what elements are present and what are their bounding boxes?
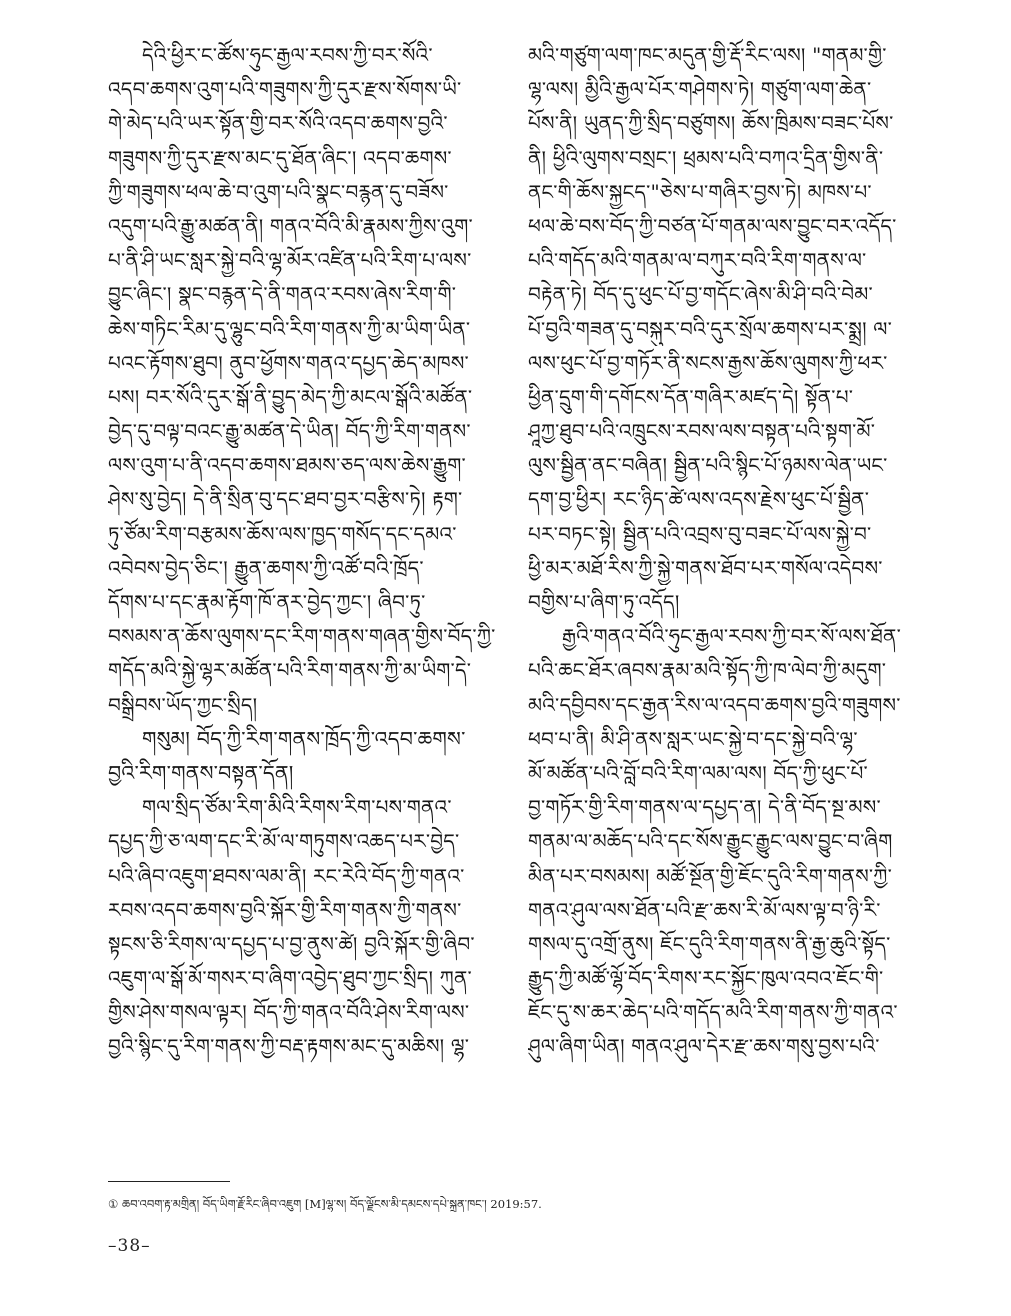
body-text-line: པའི་ཆང་ཐོར་ཞབས་རྣམ་མའི་སྟོད་ཀྱི་ཁ་ལེབ་ཀྱི་མདུག་ bbox=[528, 658, 887, 683]
body-text-line: བསམས་ན་ཆོས་ལུགས་དང་རིག་གནས་གཞན་གྱིས་བོད་ཀྱི་ bbox=[108, 624, 496, 649]
body-text-line: ཏུ་ཙོམ་རིག་བརྩམས་ཆོས་ལས་ཁྱད་གསོད་དང་དམའ་ bbox=[108, 521, 457, 546]
body-text-line: མའི་དབྱིབས་དང་རྒྱན་རིས་ལ་འདབ་ཆགས་བྱའི་གཟུགས་ bbox=[528, 692, 901, 717]
body-text-line: འཇུག་ལ་སྒོ་མོ་གསར་བ་ཞིག་འབྱེད་ཐུབ་ཀྱང་སྲིད། ཀུན་ bbox=[108, 966, 472, 991]
body-text-line: དོགས་པ་དང་རྣམ་རྟོག་ཁོ་ནར་བྱེད་ཀྱང་། ཞིབ་ཏུ་ bbox=[108, 590, 426, 614]
body-text-line: དག་བྱ་ཕྱིར། རང་ཉིད་ཚེ་ལས་འདས་རྗེས་ཕུང་པོ་སྦྱིན་ bbox=[528, 487, 870, 512]
body-text-line: ཕབ་པ་ནི། མི་ཤི་ནས་སླར་ཡང་སྐྱེ་བ་དང་སྐྱེ་བའི་ལྷ་ bbox=[528, 726, 858, 751]
right-column bbox=[528, 38, 928, 1064]
body-text-line: པོ་བྱའི་གཟན་དུ་བསྐུར་བའི་དུར་སྲོལ་ཆགས་པར་སྨྲ། ལ་ bbox=[528, 316, 892, 341]
body-text-line: ནི། ཕྱིའི་ལུགས་བསྲང་། ཕྲམས་པའི་བཀའ་དྲིན་གྱིས་ནི་ bbox=[528, 145, 884, 170]
body-text-line: གནམ་ལ་མཆོད་པའི་དང་སོས་རྒྱུང་རྒྱུང་ལས་བྱུང་བ་ཞིག bbox=[528, 829, 893, 854]
section-heading-line: གསུམ། བོད་ཀྱི་རིག་གནས་ཁྲོད་ཀྱི་འདབ་ཆགས་ bbox=[142, 726, 466, 751]
body-text-line: ཆེས་གཏིང་རིམ་དུ་ལྷུང་བའི་རིག་གནས་ཀྱི་མ་ཡིག་ཡིན་ bbox=[108, 316, 471, 341]
body-text-line: ལས་ཕུང་པོ་བྱ་གཏོར་ནི་སངས་རྒྱས་ཆོས་ལུགས་ཀྱི་ཕར་ bbox=[528, 350, 888, 375]
body-text-line: པར་བཏང་སྟེ། སྦྱིན་པའི་འབྲས་བུ་བཟང་པོ་ལས་སྐྱེ་བ་ bbox=[528, 521, 872, 546]
body-text-line: པའི་ཞིབ་འཇུག་ཐབས་ལམ་ནི། རང་རེའི་བོད་ཀྱི་གནའ་ bbox=[108, 863, 465, 888]
body-text-line: གནའ་ཤུལ་ལས་ཐོན་པའི་རྫ་ཆས་རི་མོ་ལས་ལྟ་བ་ཉི་རི་ bbox=[528, 897, 881, 922]
page-number: –38– bbox=[108, 1236, 151, 1256]
body-text-line: ཇོང་དུ་ས་ཆར་ཆེད་པའི་གདོད་མའི་རིག་གནས་ཀྱི་གནའ་ bbox=[528, 1000, 898, 1025]
body-text-line: ཤེས་སུ་བྱེད། དེ་ནི་སྲིན་བུ་དང་ཐབ་བྱར་བརྩིས་ཏེ། རྟག་ bbox=[108, 487, 463, 512]
body-text-line: བྱེད་དུ་བལྟ་བའང་རྒྱུ་མཚན་དེ་ཡིན། བོད་ཀྱི་རིག་གནས་ bbox=[108, 419, 471, 444]
body-text-line: པོས་ནི། ཡུནད་ཀྱི་སྲིད་བཙུགས། ཆོས་ཁྲིམས་བཟང་པོས་ bbox=[528, 111, 894, 136]
body-text-line: སྟངས་ཅི་རིགས་ལ་དཔྱད་པ་བྱ་ནུས་ཚེ། བྱའི་སྐོར་གྱི་ཞིབ་ bbox=[108, 931, 475, 956]
body-text-line: འདུག་པའི་རྒྱུ་མཚན་ནི། གནའ་བོའི་མི་རྣམས་ཀྱིས་འུག་ bbox=[108, 213, 473, 238]
body-text-line: ཤུལ་ཞིག་ཡིན། གནའ་ཤུལ་དེར་རྫ་ཆས་གསུ་བྱས་པའི་ bbox=[528, 1034, 880, 1059]
body-text-line: མིན་པར་བསམས། མཚོ་སྔོན་གྱི་ཇོང་དུའི་རིག་གནས་ཀྱི་ bbox=[528, 863, 892, 888]
body-text-line: ལུས་སྦྱིན་ནང་བཞིན། སྦྱིན་པའི་སྙིང་པོ་ཉམས་ལེན་ཡང་ bbox=[528, 453, 888, 478]
body-text-line: ལྷ་ལས། མྱིའི་རྒྱལ་པོར་གཤེགས་ཏེ། གཙུག་ལག་ཆེན་ bbox=[528, 77, 872, 102]
body-text-line: གཟུགས་ཀྱི་དུར་རྫས་མང་དུ་ཐོན་ཞིང་། འདབ་ཆགས་ bbox=[108, 145, 452, 170]
body-text-line: མོ་མཚོན་པའི་བློ་བའི་རིག་ལམ་ལས། བོད་ཀྱི་ཕུང་པོ་ bbox=[528, 760, 868, 785]
footnote-rule bbox=[108, 1181, 230, 1182]
body-text-line: ནང་གི་ཆོས་སྐྱངད་"ཅེས་པ་གཞིར་བྱས་ཏེ། མཁས་པ་ bbox=[528, 179, 872, 204]
body-text-line: ཕྱི་མར་མཐོ་རིས་ཀྱི་སྐྱེ་གནས་ཐོབ་པར་གསོལ་འདེབས་ bbox=[528, 555, 883, 580]
body-text-line: ཕལ་ཆེ་བས་བོད་ཀྱི་བཙན་པོ་གནམ་ལས་བྱུང་བར་འདོད་ bbox=[528, 213, 897, 238]
left-column bbox=[108, 38, 508, 1064]
body-text-line: དཔྱད་ཀྱི་ཅ་ལག་དང་རི་མོ་ལ་གཏུགས་འཆད་པར་བྱེད་ bbox=[108, 829, 460, 854]
body-text-line: པའང་རྟོགས་ཐུབ། ནུབ་ཕྱོགས་གནའ་དཔྱད་ཆེད་མཁས་ bbox=[108, 350, 469, 375]
body-text-line: གསལ་དུ་འགྲོ་ནུས། ཇོང་དུའི་རིག་གནས་ནི་རྒྱ་ཆུའི་སྟོད་ bbox=[528, 931, 891, 956]
body-text-line: གེ་མེད་པའི་ཡར་སྟོན་གྱི་བར་སོའི་འདབ་ཆགས་བྱའི་ bbox=[108, 111, 448, 136]
body-text-line: ཕྱིན་དྲུག་གི་དགོངས་དོན་གཞིར་མཛད་དེ། སྟོན་པ་ bbox=[528, 384, 854, 409]
body-text-line: བགྱིས་པ་ཞིག་ཏུ་འདོད། bbox=[528, 590, 680, 614]
body-text-line: པས། བར་སོའི་དུར་སྒོ་ནི་བྱུད་མེད་ཀྱི་མངལ་སྒོའི་མཚོན་ bbox=[108, 384, 473, 409]
body-text-line: རྒྱའི་གནའ་བོའི་ཧུང་རྒྱལ་རབས་ཀྱི་བར་སོ་ལས་ཐོན་ bbox=[562, 624, 901, 649]
body-text-line: བྱུང་ཞིང་། སྣང་བརྙན་དེ་ནི་གནའ་རབས་ཞེས་རིག་གི་ bbox=[108, 282, 457, 307]
body-text-line: བྱ་གཏོར་གྱི་རིག་གནས་ལ་དཔྱད་ན། དེ་ནི་བོད་སྔ་མས་ bbox=[528, 795, 881, 820]
body-text-line: འབེབས་བྱེད་ཅིང་། རྒྱུན་ཆགས་ཀྱི་འཚོ་བའི་ཁྲོད་ bbox=[108, 555, 424, 580]
body-text-line: རྒྱུད་ཀྱི་མཚོ་ལྷོ་བོད་རིགས་རང་སྐྱོང་ཁུལ་འབའ་ཇོང་གི་ bbox=[528, 966, 884, 991]
body-text-line: གྱིས་ཤེས་གསལ་ལྟར། བོད་ཀྱི་གནའ་བོའི་ཤེས་རིག་ལས་ bbox=[108, 1000, 470, 1025]
body-text-line: བསྒྲིབས་ཡོད་ཀྱང་སྲིད། bbox=[108, 692, 258, 717]
body-text-line: གདོད་མའི་སྐྱེ་ལྷར་མཚོན་པའི་རིག་གནས་ཀྱི་མ་ཡིག་དེ་ bbox=[108, 658, 472, 683]
body-text-line: བརྟེན་ཏེ། བོད་དུ་ཕུང་པོ་བྱ་གདོང་ཞེས་མི་ཤི་བའི་བེམ་ bbox=[528, 282, 873, 307]
body-text-line: འདབ་ཆགས་འུག་པའི་གཟུགས་ཀྱི་དུར་རྫས་སོགས་ཡི་ bbox=[108, 77, 462, 102]
body-text-line: གལ་སྲིད་ཙོམ་རིག་མིའི་རིགས་རིག་པས་གནའ་ bbox=[142, 795, 452, 820]
body-text-line: ཤཱཀྱ་ཐུབ་པའི་འཁྲུངས་རབས་ལས་བསྟན་པའི་སྟག་མོ་ bbox=[528, 419, 876, 444]
body-text-line: དེའི་ཕྱིར་ང་ཚོས་ཧུང་རྒྱལ་རབས་ཀྱི་བར་སོའི་ bbox=[142, 43, 433, 67]
body-text-line: རབས་འདབ་ཆགས་བྱའི་སྐོར་གྱི་རིག་གནས་ཀྱི་གནས་ bbox=[108, 897, 462, 922]
body-text-line: པའི་གདོད་མའི་གནམ་ལ་བཀུར་བའི་རིག་གནས་ལ་ bbox=[528, 248, 867, 273]
section-heading-line: བྱའི་རིག་གནས་བསྟན་དོན། bbox=[108, 760, 294, 785]
body-text-line: བྱའི་སྙིང་དུ་རིག་གནས་ཀྱི་བརྡ་རྟགས་མང་དུ་མཆིས། ལྷ་ bbox=[108, 1034, 470, 1059]
body-text-line: མའི་གཙུག་ལག་ཁང་མདུན་གྱི་རྡོ་རིང་ལས། "གནམ་གྱི་ bbox=[528, 43, 887, 67]
body-text-line: ལས་འུག་པ་ནི་འདབ་ཆགས་ཐམས་ཅད་ལས་ཆེས་རྒྱུག་ bbox=[108, 453, 466, 478]
body-text-line: ཀྱི་གཟུགས་ཕལ་ཆེ་བ་འུག་པའི་སྣང་བརྙན་དུ་བཟོས་ bbox=[108, 179, 449, 204]
body-text-line: པ་ནི་ཤི་ཡང་སླར་སྐྱེ་བའི་ལྷ་མོར་འཛིན་པའི་རིག་པ་ལས་ bbox=[108, 248, 472, 273]
footnote: ① ཆབ་འབག་རྟ་མགྲིན། བོད་ཡིག་རྗོ་རིང་ཞིབ་འཇུག [M]ལྷ་ས། བོད་ལྗོངས་མི་དམངས་དཔེ་སྐྲུན་ཁང་། 2019:57. bbox=[108, 1197, 542, 1211]
